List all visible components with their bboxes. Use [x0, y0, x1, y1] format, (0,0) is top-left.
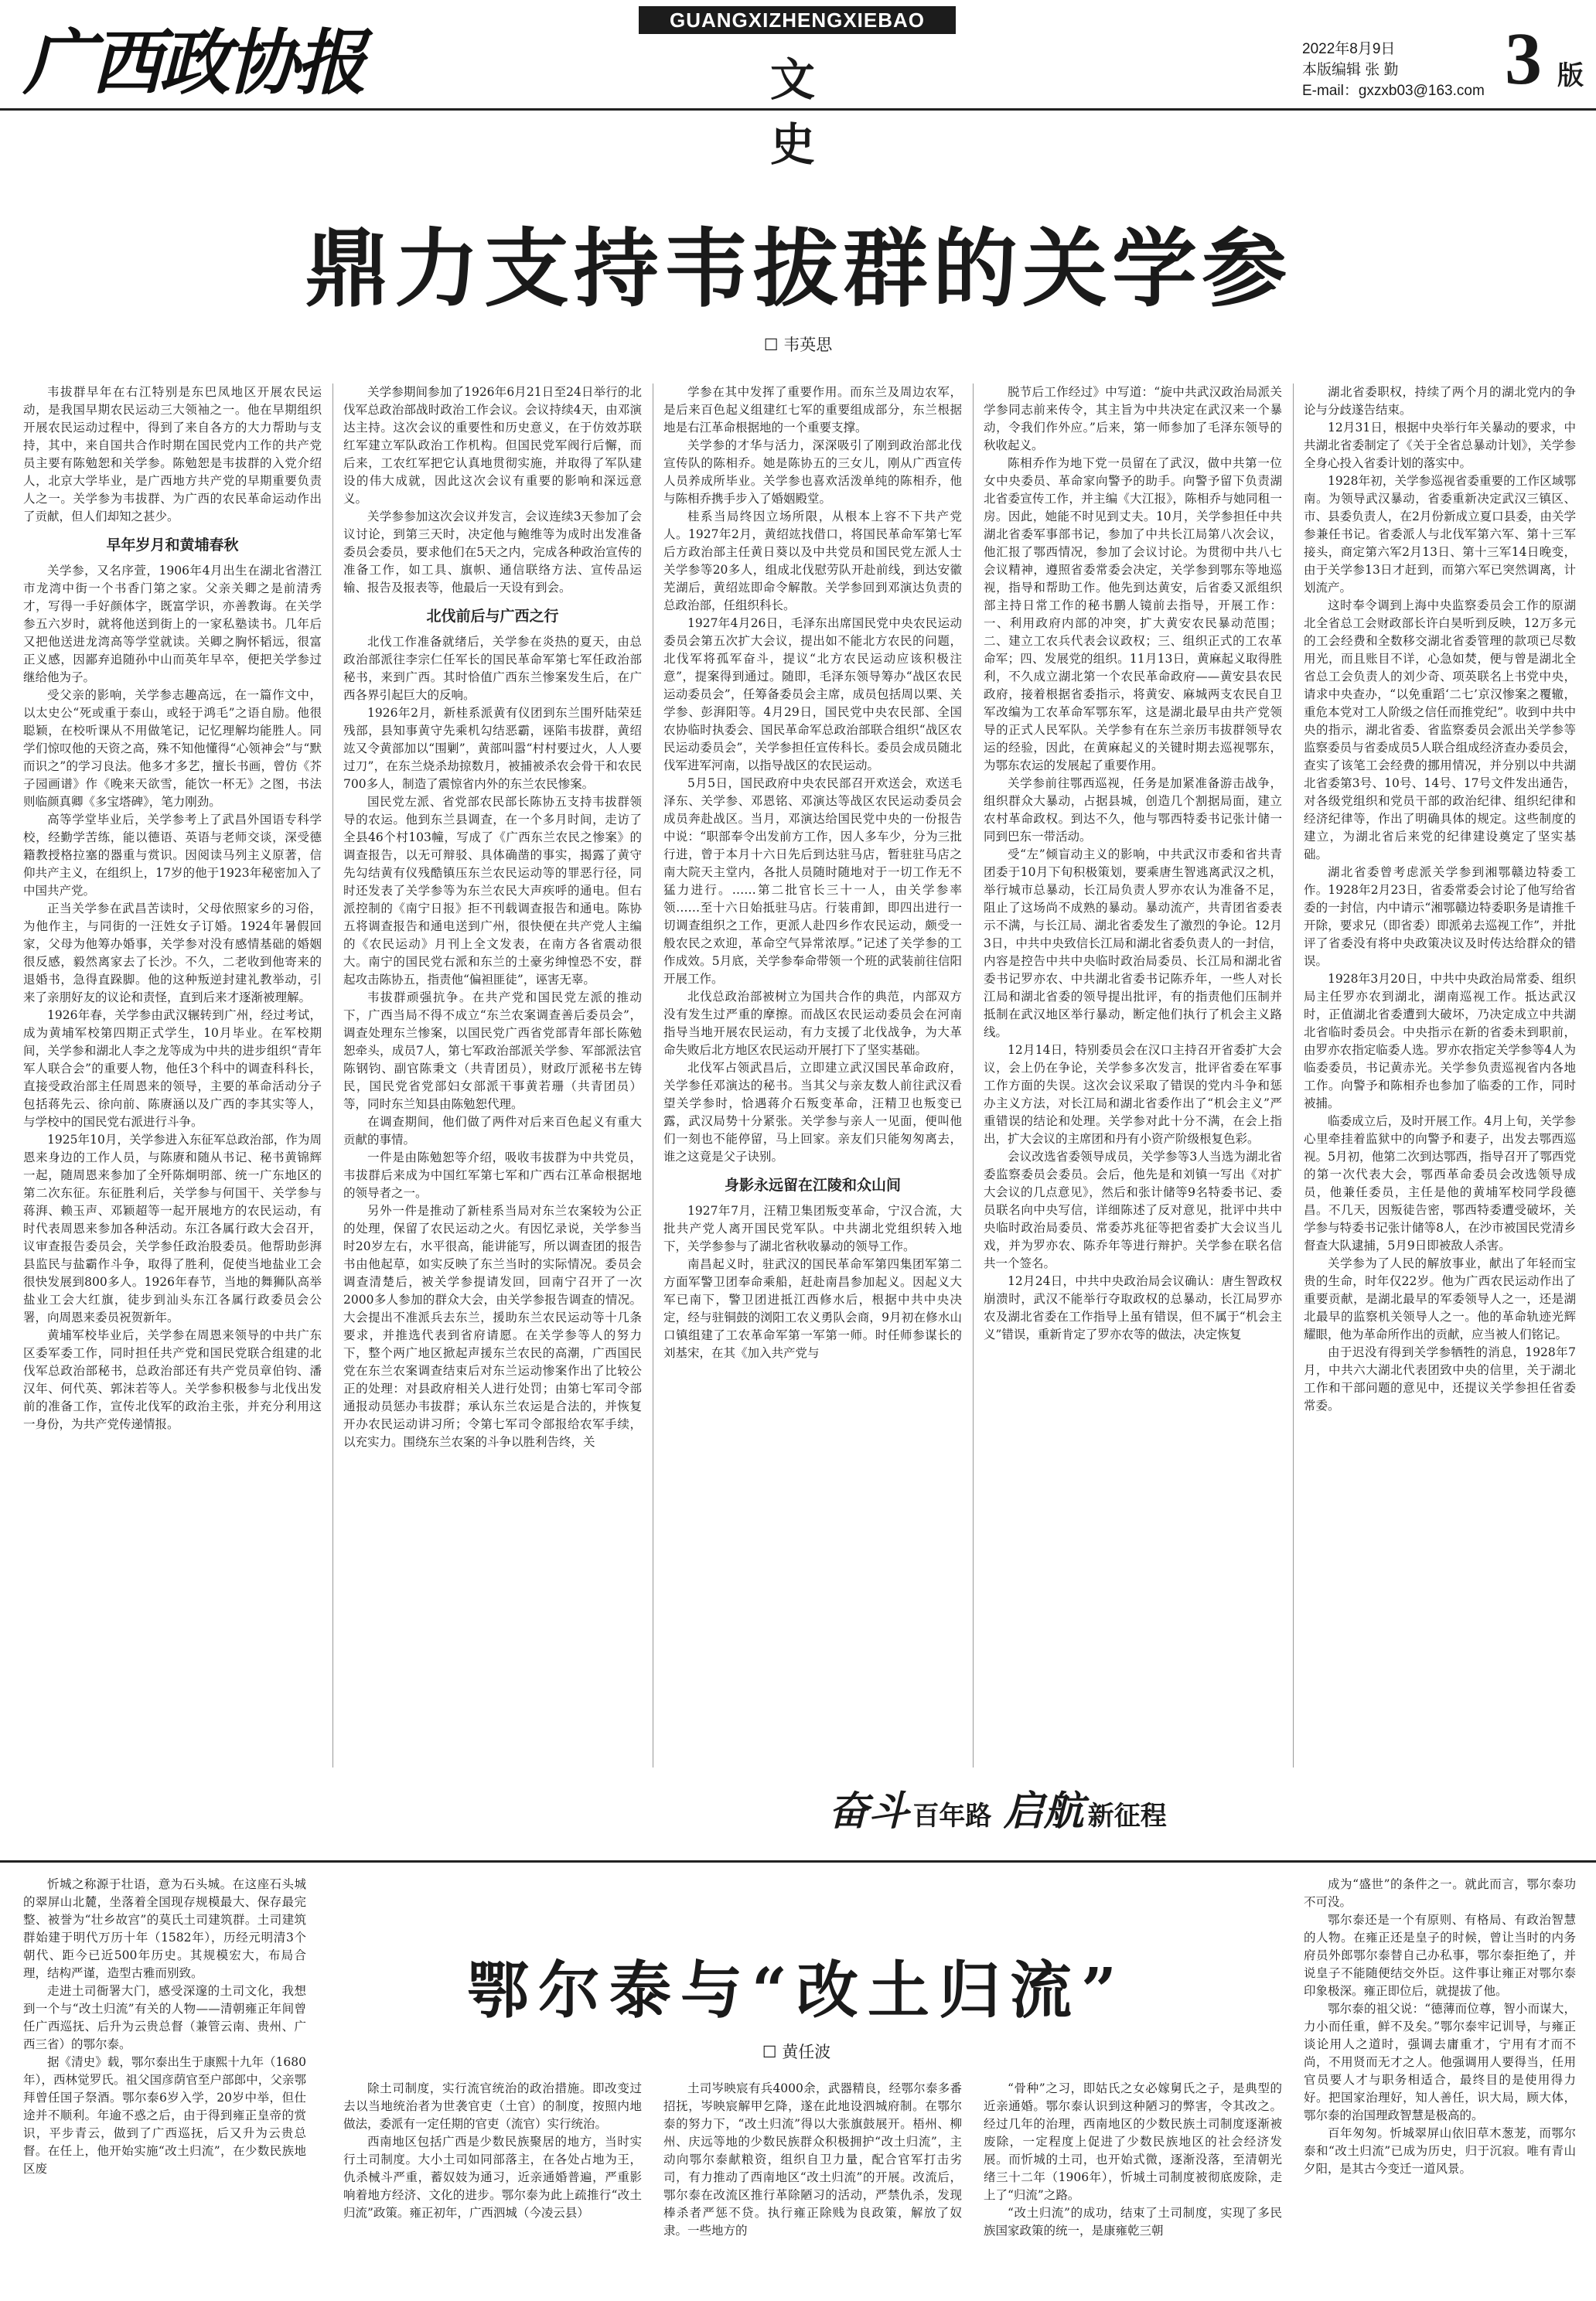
paragraph: 12月14日，特别委员会在汉口主持召开省委扩大会议，会上仍在争论，关学参多次发言，批评省委在军事工作方面的失误。这次会议采取了错误的党内斗争和惩办主义方法，对长江局和湖北省委作出了“机会主义”严重错误的结论和处理。关学参对此十分不满，在会上指出，扩大会议的主席团和丹有小资产阶级根复色彩。	[984, 1043, 1282, 1146]
paragraph: 鄂尔泰的祖父说：“德薄而位尊，智小而谋大，力小而任重，鲜不及矣。”鄂尔泰牢记训导，与雍正谈论用人之道时，强调去庸重才，宁用有才而不尚，不用贤而无才之人。他强调用人要得当，任用官员要人才与职务相适合，最终目的是使用得力好。把国家治理好，知人善任，识大局，顾大体，鄂尔泰的治国理政智慧是极高的。	[1304, 2002, 1576, 2122]
paragraph: 陈相乔作为地下党一员留在了武汉，做中共第一位女中央委员、革命家向警予的助手。向警予留下负责湖北省委宣传工作，并主编《大江报》，陈相乔与她同租一房。因此，她能不时见到丈夫。10月，关学参担任中共湖北省委军事部书记，参加了中共长江局第八次会议，他汇报了鄂西情况，参加了会议讨论。为贯彻中共八七会议精神，遵照省委常委会决定，关学参到鄂东等地巡视，指导和帮助工作。他先到达黄安，后省委又派组织部主持日常工作的秘书鹏人镜前去指导，开展工作：一、利用政府内部的冲突，扩大黄安农民暴动范围；二、建立工农兵代表会议政权；三、组织正式的工农革命军；四、发展党的组织。11月13日，黄麻起义取得胜利，不久成立湖北第一个农民革命政府——黄安县农民政府，接着根据省委指示，将黄安、麻城两支农民自卫军改编为工农革命军鄂东军，这是湖北最早由共产党领导的正式人民军队。关学参有在东兰亲历韦拔群领导农运的经验，因此，在黄麻起义的关键时期去巡视鄂东，为鄂东农运的发展起了重要作用。	[984, 456, 1282, 772]
paragraph: 韦拔群早年在右江特别是东巴凤地区开展农民运动，是我国早期农民运动三大领袖之一。他在早期组织开展农民运动过程中，得到了来自各方的大力帮助与支持，其中，来自国共合作时期在国民党内工作的共产党员主要有陈勉恕和关学参。陈勉恕是韦拔群的入党介绍人，北京大学毕业，是广西地方共产党的早期重要负责人之一。关学参为韦拔群、为广西的农民革命运动作出了贡献，但人们却知之甚少。	[23, 385, 322, 523]
paragraph: 在调查期间，他们做了两件对后来百色起义有重大贡献的事情。	[343, 1115, 642, 1147]
issue-info	[1302, 39, 1485, 101]
article1-column-3	[663, 384, 962, 1768]
paragraph: 1927年7月，汪精卫集团叛变革命，宁汉合流，大批共产党人离开国民党军队。中共湖北党组织转入地下，关学参参与了湖北省秋收暴动的领导工作。	[663, 1204, 962, 1253]
paragraph: 北伐总政治部被树立为国共合作的典范，内部双方没有发生过严重的摩擦。而战区农民运动委员会在河南指导当地开展农民运动，有力支援了北伐战争，为大革命失败后北方地区农民运动开展打下了坚实基础。	[663, 990, 962, 1057]
paragraph: 另外一件是推动了新桂系当局对东兰农案较为公正的处理，保留了农民运动之火。有因忆录说，关学参当时20岁左右，水平很高，能讲能写，所以调查团的报告书由他起草，如实反映了东兰当时的实际情况。委员会调查清楚后，被关学参提请发回，回南宁召开了一次2000多人参加的群众大会，由关学参报告调查的情况。大会提出不准派兵去东兰，援助东兰农民运动等十几条要求，并推选代表到省府请愿。在关学参等人的努力下，整个两广地区掀起声援东兰农民的高潮，广西国民党在东兰农案调查结束后对东兰运动惨案作出了比较公正的处理：对县政府相关人进行处罚；由第七军司令部通报动员惩办韦拔群；承认东兰农运是合法的，并恢复开办农民运动讲习所；令第七军司令部报给农军手续，以充实力。围绕东兰农案的斗争以胜利告终，关	[343, 1204, 642, 1449]
article1-column-5	[1304, 384, 1576, 1768]
article-divider-rule	[0, 1860, 1596, 1863]
masthead-pinyin: GUANGXIZHENGXIEBAO	[639, 6, 956, 34]
paragraph: 关学参为了人民的解放事业，献出了年轻而宝贵的生命，时年仅22岁。他为广西农民运动作出了重要贡献，是湖北最早的军委领导人之一，还是湖北最早的监察机关领导人之一。他的革命轨迹光辉耀眼，他为革命所作出的贡献，应当被人们铭记。	[1304, 1256, 1576, 1341]
paragraph: 黄埔军校毕业后，关学参在周恩来领导的中共广东区委军委工作，同时担任共产党和国民党联合组建的北伐军总政治部秘书，总政治部还有共产党员章伯钧、潘汉年、何代英、郭沫若等人。关学参积极参与北伐出发前的准备工作，宣传北伐军的政治主张，并充分利用这一身份，为共产党传递情报。	[23, 1328, 322, 1431]
article2-column-5	[1304, 1876, 1576, 2293]
paragraph: 关学参参加这次会议并发言，会议连续3天参加了会议讨论，到第三天时，决定他与鲍维等为成时出发准备委员会委员，要求他们在5天之内，完成各种政治宣传的准备工作，如工具、旗帜、通信联络方法、宣传品运输、报告及报表等，他最后一天设有到会。	[343, 510, 642, 595]
article2-author: ☐ 黄任波	[762, 2043, 831, 2061]
paragraph: 由于迟没有得到关学参牺牲的消息，1928年7月，中共六大湖北代表团致中央的信里，关于湖北工作和干部问题的意见中，还提议关学参担任省委常委。	[1304, 1345, 1576, 1413]
paragraph: 北伐军占领武昌后，立即建立武汉国民革命政府，关学参任邓演达的秘书。当其父与亲友数人前往武汉看望关学参时，恰遇蒋介石叛变革命，汪精卫也叛变已露，武汉局势十分紧张。关学参与亲人一见面，便叫他们一刻也不能停留，马上回家。亲友们只能匆匆离去，谁之这竟是父子诀别。	[663, 1061, 962, 1164]
paragraph: 忻城之称源于壮语，意为石头城。在这座石头城的翠屏山北麓，坐落着全国现存规模最大、保存最完整、被誉为“壮乡故宫”的莫氏土司建筑群。土司建筑群始建于明代万历十年（1582年），历经元明清3个朝代、距今已近500年历史。其规模宏大，布局合理，结构严谨，造型古雅而别致。	[23, 1877, 306, 1980]
paragraph: 据《清史》载，鄂尔泰出生于康熙十九年（1680年），西林觉罗氏。祖父国彦荫官至户部郎中，父亲鄂拜曾任国子祭酒。鄂尔泰6岁入学，20岁中举，但仕途并不顺利。年逾不惑之后，由于得到雍正皇帝的赏识，平步青云，做到了广西巡抚，后又升为云贵总督。在任上，他开始实施“改土归流”，在少数民族地区废	[23, 2055, 306, 2176]
paragraph: 脱节后工作经过》中写道：“旋中共武汉政治局派关学参同志前来传令，其主旨为中共决定在武汉来一个暴动，令我们作外应。”后来，第一师参加了毛泽东领导的秋收起义。	[984, 385, 1282, 452]
column-divider	[1293, 384, 1294, 1768]
article1-subheading: 北伐前后与广西之行	[426, 608, 559, 625]
paragraph: 1928年初，关学参巡视省委重要的工作区域鄂南。为领导武汉暴动，省委重新决定武汉三镇区、市、县委负责人，在2月份新成立夏口县委，由关学参兼任书记。省委派人与北伐军第六军、第十三军接头，商定第六军2月13日、第十三军14日晚变，由于关学参13日才赶到，而第六军已突然调离，计划流产。	[1304, 474, 1576, 595]
paragraph: 南昌起义时，驻武汉的国民革命军第四集团军第二方面军警卫团奉命乘船，赶赴南昌参加起义。因起义大军已南下，警卫团进抵江西修水后，根据中共中央决定，经与驻铜鼓的浏阳工农义勇队会商，9月初在修水山口镇组建了工农革命军第一军第一师。时任师参谋长的刘基宋，在其《加入共产党与	[663, 1257, 962, 1360]
paragraph: 韦拔群顽强抗争。在共产党和国民党左派的推动下，广西当局不得不成立“东兰农案调查善后委员会”，调查处理东兰惨案，以国民党广西省党部青年部长陈勉恕牵头，成员7人，第七军政治部派关学参、军部派法官陈钢钧、副官陈秉文（共青团员），财政厅派秘书左铸民，国民党省党部妇女部派干事黄若珊（共青团员）等，同时东兰知县由陈勉恕代理。	[343, 990, 642, 1111]
article1-title: 鼎力支持韦拔群的关学参	[305, 220, 1291, 319]
column-divider	[332, 384, 333, 1768]
paragraph: 鄂尔泰还是一个有原则、有格局、有政治智慧的人物。在雍正还是皇子的时候，曾让当时的内务府员外郎鄂尔泰替自己办私事，鄂尔泰拒绝了，并说皇子不能随便结交外臣。这件事让雍正对鄂尔泰印象极深。雍正即位后，就提拔了他。	[1304, 1913, 1576, 1998]
paragraph: 湖北省委曾考虑派关学参到湘鄂赣边特委工作。1928年2月23日，省委常委会讨论了他写给省委的一封信，内中请示“湘鄂赣边特委职务是请推千开除，要求兄（即省委）即派弟去巡视工作”，并批评了省委没有将中央政策决议及时传达给群众的错误。	[1304, 865, 1576, 968]
paragraph: 这时奉令调到上海中央监察委员会工作的原湖北全省总工会财政部长许白昊听到反映，12万多元的工会经费和全数移交湖北省委管理的款项已尽数用光，而且账目不详，心急如焚，便与曾是湖北全省总工会负责人的刘少奇、项英联名上书党中央，请求中央查办，“以免重蹈‘二七’京汉惨案之覆辙，重危本党对工人阶级之信任而推党纪”。收到中共中央的指示，湖北省委、省监察委员会派出关学参等监察委员与省委成员5人联合组成经济查办委员会，查实了该笔工会经费的挪用情况，并分别以中共湖北省委第3号、10号、14号、17号文件发出通告，对各级党组织和党员干部的政治纪律、组织纪律和经济纪律等，作出了明确具体的规定。这些制度的建立，为湖北省后来党的纪律建设奠定了坚实基础。	[1304, 598, 1576, 861]
paragraph: 1926年2月，新桂系派黄有仪团到东兰围歼陆荣廷残部，县知事黄守先乘机勾结恶霸，诬陷韦拔群，黄绍竑又令黄部加以“围剿”，黄部叫嚣“村村要过火，人人要过刀”，在东兰烧杀劫掠数月，被捕被杀农会骨干和农民700多人，制造了震惊省内外的东兰农民惨案。	[343, 706, 642, 791]
page-number: 3	[1505, 17, 1542, 100]
paragraph: 1927年4月26日，毛泽东出席国民党中央农民运动委员会第五次扩大会议，提出如不能北方农民的问题，北伐军将孤军奋斗，提议“北方农民运动应该积极注意”，提案得到通过。随即，毛泽东领导筹办“战区农民运动委员会”，任筹备委员会主席，成员包括周以栗、关学参、彭湃阳等。4月29日，国民党中央农民部、全国农协临时执委会、国民革命军总政治部联合组织“战区农民运动委员会”，关学参担任宣传科长。委员会成员随北伐军进军河南，以指导战区的农民运动。	[663, 616, 962, 772]
paragraph: 5月5日，国民政府中央农民部召开欢送会，欢送毛泽东、关学参、邓恩铭、邓演达等战区农民运动委员会成员奔赴战区。当月，邓演达给国民党中央的一份报告中说：“职部奉令出发前方工作，因人多车少，分为三批行进，曾于本月十六日先后到达驻马店，暂驻驻马店之南大院天主堂内，各批人员随时随地对于一切工作无不猛力进行。……第二批官长三十一人，由关学参率领……至十六日始抵驻马店。行装甫卸，即四出进行一切调查组织之工作，更派人赴四乡作农民运动，颇受一般农民之欢迎，革命空气异常浓厚。”记述了关学参的工作成效。5月底，关学参奉命带领一个班的武装前往信阳开展工作。	[663, 776, 962, 986]
paragraph: 关学参的才华与活力，深深吸引了刚到政治部北伐宣传队的陈相乔。她是陈协五的三女儿，刚从广西宣传人员养成所毕业。关学参也喜欢活泼单纯的陈相乔，他与陈相乔携手步入了婚姻殿堂。	[663, 438, 962, 506]
paragraph: 正当关学参在武昌苦读时，父母依照家乡的习俗，为他作主，与同街的一汪姓女子订婚。1924年暑假回家，父母为他筹办婚事，关学参对没有感情基础的婚姻很反感，毅然离家去了长沙。不久，二老收到他寄来的退婚书，急得直跺脚。他的这种叛逆封建礼教举动，引来了亲朋好友的议论和责怪，直到后来才逐渐被理解。	[23, 902, 322, 1004]
paragraph: 1926年春，关学参由武汉辗转到广州，经过考试，成为黄埔军校第四期正式学生，10月毕业。在军校期间，关学参和湖北人李之龙等成为中共的进步组织“青年军人联合会”的重要人物，他任3个科中的调查科科长，直接受政治部主任周恩来的领导，主要的革命活动分子包括蒋先云、徐向前、陈赓涵以及广西的李其实等人，与学校中的国民党右派进行斗争。	[23, 1008, 322, 1129]
article1-author: ☐ 韦英思	[763, 336, 833, 354]
article2-column-1	[23, 1876, 306, 2293]
issue-editor: 本版编辑 张 勤	[1302, 62, 1399, 78]
banner-part4: 新征程	[1087, 1801, 1167, 1832]
paragraph: 北伐工作准备就绪后，关学参在炎热的夏天，由总政治部派往李宗仁任军长的国民革命军第七军任政治部秘书，来到广西。其时恰值广西东兰惨案发生后，在广西各界引起巨大的反响。	[343, 635, 642, 702]
paragraph: 1928年3月20日，中共中央政治局常委、组织局主任罗亦农到湖北，湖南巡视工作。抵达武汉时，正值湖北省委遭到大破坏，乃决定成立中共湖北省临时委员会。中央指示在新的省委未到职前，由罗亦农指定临委人选。罗亦农指定关学参等4人为临委委员，书记黄赤光。关学参负责巡视省内各地工作。向警予和陈相乔也参加了临委的工作，同时被捕。	[1304, 972, 1576, 1110]
campaign-banner	[758, 1778, 1237, 1835]
paragraph: 学参在其中发挥了重要作用。而东兰及周边农军，是后来百色起义组建红七军的重要组成部分，东兰根据地是右江革命根据地的一个重要支撑。	[663, 385, 962, 435]
paragraph: 除土司制度，实行流官统治的政治措施。即改变过去以当地统治者为世袭官吏（土官）的制度，按照内地做法，委派有一定任期的官吏（流官）实行统治。	[343, 2081, 642, 2131]
banner-part1: 奋斗	[828, 1788, 909, 1835]
paragraph: 成为“盛世”的条件之一。就此而言，鄂尔泰功不可没。	[1304, 1877, 1576, 1909]
article1-subheading: 身影永远留在江陵和众山间	[724, 1177, 901, 1194]
article2-column-4	[984, 2080, 1282, 2293]
paragraph: 土司岑映宸有兵4000余，武器精良，经鄂尔泰多番招抚，岑映宸解甲乞降，遂在此地设泗城府制。在鄂尔泰的努力下，“改土归流”得以大张旗鼓展开。梧州、柳州、庆远等地的少数民族群众积极拥护“改土归流”，主动向鄂尔泰献粮资，组织自卫力量，配合官军打击劣司，有力推动了西南地区“改土归流”的开展。改流后，鄂尔泰在改流区推行革除陋习的活动，严禁仇杀，发现棒杀者严惩不贷。执行雍正除贱为良政策，解放了奴隶。一些地方的	[663, 2081, 962, 2238]
page-label: 版	[1557, 60, 1584, 91]
article1-subheading: 早年岁月和黄埔春秋	[106, 537, 239, 554]
paragraph: “改土归流”的成功，结束了土司制度，实现了多民族国家政策的统一，是康雍乾三朝	[984, 2206, 1282, 2238]
banner-part2: 百年路	[912, 1801, 992, 1832]
paragraph: 受父亲的影响，关学参志趣高远，在一篇作文中，以太史公“死或重于泰山，或轻于鸿毛”之语自励。他很聪颖，在校听课从不用做笔记，记忆理解均能胜人。同学们惊叹他的天资之高，殊不知他懂得“心领神会”与“默而识之”的学习良法。他多才多艺，擅长书画，曾仿《芥子园画谱》作《晚来天欲雪，能饮一杯无》之图，书法则临颜真卿《多宝塔碑》，笔力刚劲。	[23, 688, 322, 809]
article1-column-2	[343, 384, 642, 1768]
paragraph: 会议改选省委领导成员，关学参等3人当选为湖北省委监察委员会委员。会后，他先是和刘镇一写出《对扩大会议的几点意见》，然后和张计储等9名特委书记、委员联名向中央写信，详细陈述了反对意见，批评中共中央临时政治局委员、常委苏兆征等把省委扩大会议当儿戏，并为罗亦农、陈乔年等进行辩护。关学参在联名信共一个签名。	[984, 1150, 1282, 1270]
paragraph: 高等学堂毕业后，关学参考上了武昌外国语专科学校，经勤学苦练，能以德语、英语与老师交谈，深受德籍教授格拉塞的器重与赏识。因阅读马列主义原著，信仰共产主义，在组织上，17岁的他于1923年秘密加入了中国共产党。	[23, 813, 322, 898]
issue-email: E-mail：gxzxb03@163.com	[1302, 83, 1485, 99]
paragraph: 国民党左派、省党部农民部长陈协五支持韦拔群领导的农运。他到东兰县调查，在一个多月时间，走访了全县46个村103幢，写成了《广西东兰农民之惨案》的调查报告，以无可辩驳、具体确凿的事实，揭露了黄守先勾结黄有仪残酷镇压东兰农民运动等的罪恶行径，同时还发表了关学参等为东兰农民大声疾呼的通电。但右派控制的《南宁日报》拒不刊载调查报告和通电。陈协五将调查报告和通电送到广州，很快便在共产党人主编的《农民运动》月刊上全文发表，在南方各省震动很大。南宁的国民党右派和东兰的土豪劣绅惶恐不安，群起攻击陈协五，指责他“偏袒匪徒”，诬害无辜。	[343, 795, 642, 987]
paragraph: 关学参前往鄂西巡视，任务是加紧准备游击战争，组织群众大暴动，占据县城，创造几个割据局面，建立农村革命政权。到达不久，他与鄂西特委书记张计储一同到巴东一带活动。	[984, 776, 1282, 844]
issue-date: 2022年8月9日	[1302, 41, 1396, 57]
paragraph: 关学参期间参加了1926年6月21日至24日举行的北伐军总政治部战时政治工作会议。会议持续4天，由邓演达主持。这次会议的重要性和历史意义，在于仿效苏联红军建立军队政治工作机构。但国民党军阀行后懈，而后来，工农红军把它认真地贯彻实施，并取得了军队建设的伟大成就，因此这次会议有重要的影响和深远意义。	[343, 385, 642, 506]
column-divider	[973, 384, 974, 1768]
paragraph: “骨种”之习，即姑氏之女必嫁舅氏之子，是典型的近亲通婚。鄂尔泰认识到这种陋习的弊害，令其改之。经过几年的治理，西南地区的少数民族土司制度逐渐被废除，一定程度上促进了少数民族地区的社会经济发展。而忻城的土司，也开始式微，逐渐没落，至清朝光绪三十二年（1906年），忻城土司制度被彻底废除，走上了“归流”之路。	[984, 2081, 1282, 2202]
paragraph: 受“左”倾盲动主义的影响，中共武汉市委和省共青团委于10月下旬积极策划，要乘唐生智逃离武汉之机，举行城市总暴动，长江局负责人罗亦农认为准备不足，阻止了这场尚不成熟的暴动。暴动流产，共青团省委表示不满，与长江局、湖北省委发生了激烈的争论。12月3日，中共中央致信长江局和湖北省委负责人的一封信，内容是控告中共中央临时政治局委员、长江局和湖北省委书记罗亦农、中共湖北省委书记陈乔年，一些人对长江局和湖北省委的领导提出批评，有的指责他们压制并抵制在武汉地区举行暴动，断定他们执行了机会主义路线。	[984, 847, 1282, 1039]
masthead-logo: 广西政协报	[23, 21, 364, 104]
paragraph: 一件是由陈勉恕等介绍，吸收韦拔群为中共党员，韦拔群后来成为中国红军第七军和广西右江革命根据地的领导者之一。	[343, 1150, 642, 1200]
article1-column-4	[984, 384, 1282, 1768]
section-title: 文 史	[769, 53, 838, 171]
paragraph: 走进土司衙署大门，感受深邃的土司文化，我想到一个与“改土归流”有关的人物——清朝雍正年间曾任广西巡抚、后升为云贵总督（兼管云南、贵州、广西三省）的鄂尔泰。	[23, 1984, 306, 2051]
banner-part3: 启航	[1003, 1788, 1084, 1835]
paragraph: 关学参，又名序萱，1906年4月出生在湖北省潜江市龙湾中街一个书香门第之家。父亲关卿之是前清秀才，写得一手好颜体字，既富学识，亦善教诲。在关学参五六岁时，就将他送到街上的一家私塾读书。几年后又把他送进龙湾高等学堂就读。关卿之胸怀韬远，很富正义感，因鄙弃追随孙中山而英年早卒，便把关学参过继给他为子。	[23, 564, 322, 684]
article1-column-1	[23, 384, 322, 1768]
paragraph: 西南地区包括广西是少数民族聚居的地方，当时实行土司制度。大小土司如同部落主，在各处占地为王，仇杀械斗严重，蓄奴妓为通习，近亲通婚普遍，严重影响着地方经济、文化的进步。鄂尔泰为此上疏推行“改土归流”政策。雍正初年，广西泗城（今凌云县）	[343, 2135, 642, 2220]
article2-column-3	[663, 2080, 962, 2293]
paragraph: 湖北省委职权，持续了两个月的湖北党内的争论与分歧遂告结束。	[1304, 385, 1576, 417]
paragraph: 12月31日，根据中央举行年关暴动的要求，中共湖北省委制定了《关于全省总暴动计划》，关学参全身心投入省委计划的落实中。	[1304, 421, 1576, 470]
paragraph: 12月24日，中共中央政治局会议确认：唐生智政权崩溃时，武汉不能举行夺取政权的总暴动，长江局罗亦农及湖北省委在工作指导上虽有错误，但不属于“机会主义”错误，重新肯定了罗亦农等的做法，决定恢复	[984, 1274, 1282, 1341]
paragraph: 桂系当局终因立场所限，从根本上容不下共产党人。1927年2月，黄绍竑找借口，将国民革命军第七军后方政治部主任黄日葵以及中共党员和国民党左派人士关学参等20多人，组成北伐慰劳队开赴前线，到达安徽芜湖后，黄绍竑即命令解散。关学参回到邓演达负责的总政治部，任组织科长。	[663, 510, 962, 612]
article2-column-2	[343, 2080, 642, 2293]
paragraph: 1925年10月，关学参进入东征军总政治部，作为周恩来身边的工作人员，与陈赓和随从书记、秘书黄锦辉一起，随周恩来参加了全歼陈炯明部、统一广东地区的第二次东征。东征胜利后，关学参与何国干、关学参与蒋湃、赖玉声、邓颖超等一起开展地方的农民运动，有时代表周恩来参加各种活动。东江各属行政大会召开，议审查报告委员会，关学参任政治股委员。他帮助彭湃县监民与盐霸作斗争，取得了胜利，促使当地盐业工会很快发展到800多人。1926年春节，当地的舞狮队高举盐业工会大红旗，徒步到汕头东江各属行政委员会公署，向周恩来委员祝贺新年。	[23, 1133, 322, 1324]
header-rule	[0, 108, 1596, 111]
article2-title: 鄂尔泰与“改土归流”	[466, 1954, 1127, 2027]
paragraph: 临委成立后，及时开展工作。4月上旬，关学参心里牵挂着监狱中的向警予和妻子，出发去鄂西巡视。5月初，他第二次到达鄂西，指导召开了鄂西党的第一次代表大会，鄂西革命委员会改选领导成员，他兼任委员，主任是他的黄埔军校同学段德昌。不几天，因叛徒告密，鄂西特委遭受破坏，关学参与特委书记张计储等8人，在沙市被国民党清乡督查大队逮捕，5月9日即被敌人杀害。	[1304, 1114, 1576, 1253]
paragraph: 百年匆匆。忻城翠屏山依旧草木葱茏，而鄂尔泰和“改土归流”已成为历史，归于沉寂。唯有青山夕阳，是其古今变迁一道风景。	[1304, 2126, 1576, 2176]
